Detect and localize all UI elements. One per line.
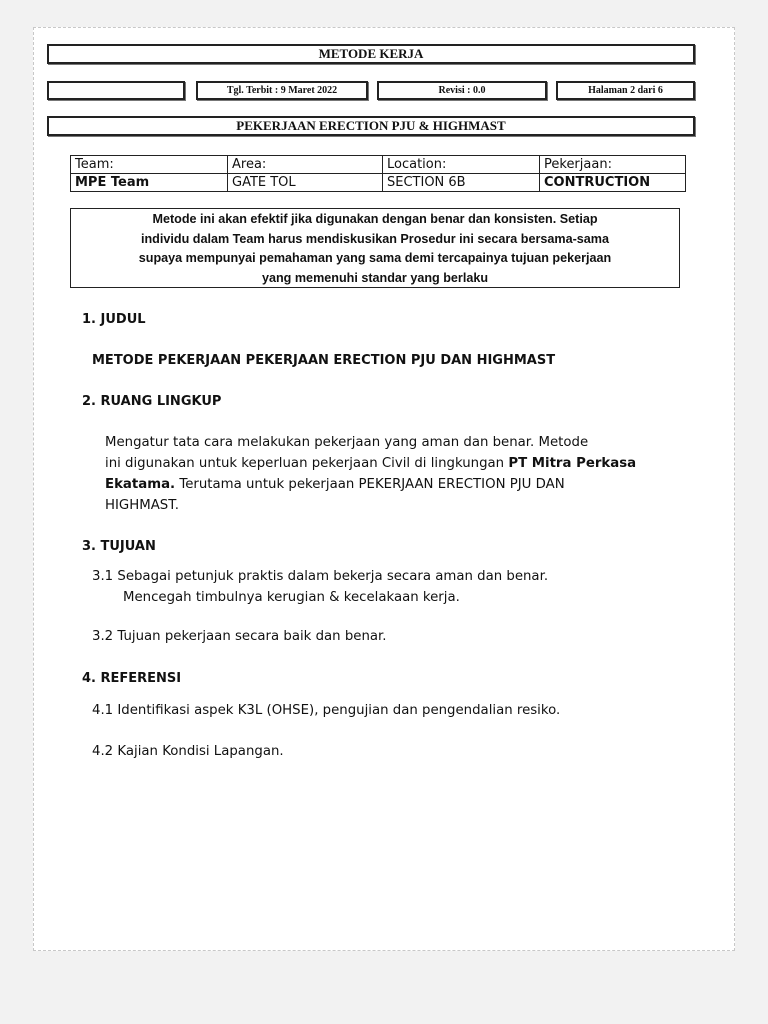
section-tujuan-heading: 3. TUJUAN: [82, 539, 156, 554]
referensi-item-2: 4.2 Kajian Kondisi Lapangan.: [92, 744, 284, 759]
team-label: Team:: [71, 156, 228, 174]
section-referensi-heading: 4. REFERENSI: [82, 671, 182, 686]
document-subtitle: PEKERJAAN ERECTION PJU & HIGHMAST: [47, 116, 695, 136]
list-item-line: 3.1 Sebagai petunjuk praktis dalam bekerja secara aman dan benar.: [92, 569, 549, 584]
paragraph-line: Mengatur tata cara melakukan pekerjaan yang aman dan benar. Metode: [105, 435, 589, 450]
info-values-row: [71, 174, 686, 192]
document-page: [33, 27, 735, 951]
section-ruang-lingkup-heading: 2. RUANG LINGKUP: [82, 394, 222, 409]
location-value: SECTION 6B: [383, 174, 540, 192]
info-table: [70, 155, 686, 192]
issue-date: Tgl. Terbit : 9 Maret 2022: [196, 81, 368, 100]
document-title: METODE KERJA: [47, 44, 695, 64]
referensi-item-1: 4.1 Identifikasi aspek K3L (OHSE), pengujian dan pengendalian resiko.: [92, 703, 561, 718]
tujuan-item-2: 3.2 Tujuan pekerjaan secara baik dan benar.: [92, 629, 387, 644]
company-name-cont: Ekatama.: [105, 477, 176, 492]
notice-line: individu dalam Team harus mendiskusikan Prosedur ini secara bersama-sama: [140, 231, 610, 246]
pekerjaan-label: Pekerjaan:: [540, 156, 686, 174]
pekerjaan-value: CONTRUCTION: [540, 174, 686, 192]
paragraph-text: ini digunakan untuk keperluan pekerjaan Civil di lingkungan: [105, 456, 509, 471]
section-judul-text: METODE PEKERJAAN PEKERJAAN ERECTION PJU DAN HIGHMAST: [92, 353, 556, 368]
area-value: GATE TOL: [228, 174, 383, 192]
paragraph-text: Terutama untuk pekerjaan PEKERJAAN ERECTION PJU DAN: [175, 477, 565, 492]
location-label: Location:: [383, 156, 540, 174]
team-value: MPE Team: [71, 174, 228, 192]
section-judul-heading: 1. JUDUL: [82, 312, 146, 327]
notice-line: yang memenuhi standar yang berlaku: [261, 270, 489, 285]
revision: Revisi : 0.0: [377, 81, 547, 100]
info-labels-row: [71, 156, 686, 174]
blank-meta-cell: [47, 81, 185, 100]
paragraph-line: [105, 453, 705, 474]
list-item-line: Mencegah timbulnya kerugian & kecelakaan kerja.: [123, 590, 460, 605]
company-name: PT Mitra Perkasa: [508, 456, 637, 471]
notice-line: supaya mempunyai pemahaman yang sama demi tercapainya tujuan pekerjaan: [138, 251, 612, 265]
section-ruang-lingkup-text: [105, 432, 705, 516]
paragraph-line: [105, 474, 705, 495]
tujuan-item-1: [92, 566, 548, 608]
area-label: Area:: [228, 156, 383, 174]
notice-box: [70, 208, 680, 288]
page-number: Halaman 2 dari 6: [556, 81, 695, 100]
notice-line: Metode ini akan efektif jika digunakan dengan benar dan konsisten. Setiap: [152, 212, 598, 226]
paragraph-line: HIGHMAST.: [105, 498, 180, 513]
